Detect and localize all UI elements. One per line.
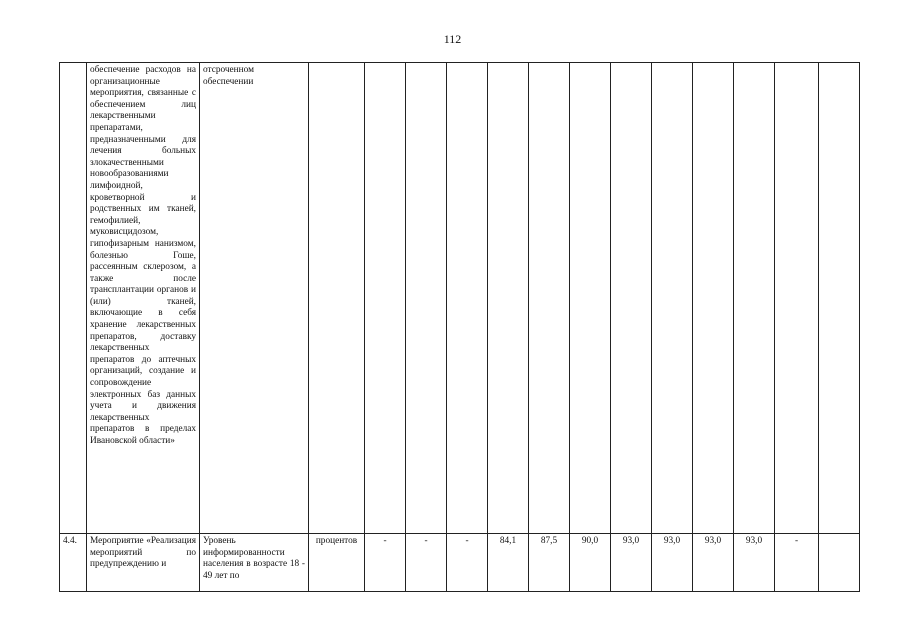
- value-cell: [365, 63, 406, 534]
- value-cell: 93,0: [611, 534, 652, 592]
- value-cell: [570, 63, 611, 534]
- value-cell: [819, 534, 860, 592]
- value-cell: 93,0: [652, 534, 693, 592]
- measure-description: Мероприятие «Реализация мероприятий по предупреждению и: [87, 534, 200, 592]
- value-cell: -: [775, 534, 819, 592]
- value-cell: 93,0: [734, 534, 775, 592]
- table-row: [60, 63, 860, 534]
- value-cell: -: [365, 534, 406, 592]
- value-cell: [529, 63, 570, 534]
- value-cell: [447, 63, 488, 534]
- value-cell: 93,0: [693, 534, 734, 592]
- value-cell: -: [406, 534, 447, 592]
- table-row: [60, 534, 860, 592]
- value-cell: [734, 63, 775, 534]
- page-number: 112: [443, 32, 462, 46]
- data-table: [59, 62, 860, 592]
- value-cell: [693, 63, 734, 534]
- unit-cell: процентов: [309, 534, 365, 592]
- indicator-name: отсроченном обеспечении: [200, 63, 309, 534]
- unit-cell: [309, 63, 365, 534]
- value-cell: [652, 63, 693, 534]
- row-number: 4.4.: [60, 534, 87, 592]
- value-cell: [406, 63, 447, 534]
- value-cell: [488, 63, 529, 534]
- value-cell: 84,1: [488, 534, 529, 592]
- value-cell: 90,0: [570, 534, 611, 592]
- value-cell: [775, 63, 819, 534]
- indicator-name: Уровень информированности населения в возрасте 18 - 49 лет по: [200, 534, 309, 592]
- measure-description: обеспечение расходов на организационные мероприятия, связанные с обеспечением лиц лекарственными препаратами, предназначенными для лечения больных злокачественными новообразованиями лимфоидной, кроветворной и родственных им тканей, гемофилией, муковисцидозом, гипофизарным нанизмом, болезнью Гоше, рассеянным склерозом, а также после трансплантации органов и (или) тканей, включающие в себя хранение лекарственных препаратов, доставку лекарственных препаратов до аптечных организаций, создание и сопровождение электронных баз данных учета и движения лекарственных препаратов в пределах Ивановской области»: [87, 63, 200, 534]
- value-cell: 87,5: [529, 534, 570, 592]
- value-cell: [819, 63, 860, 534]
- value-cell: [611, 63, 652, 534]
- value-cell: -: [447, 534, 488, 592]
- row-number: [60, 63, 87, 534]
